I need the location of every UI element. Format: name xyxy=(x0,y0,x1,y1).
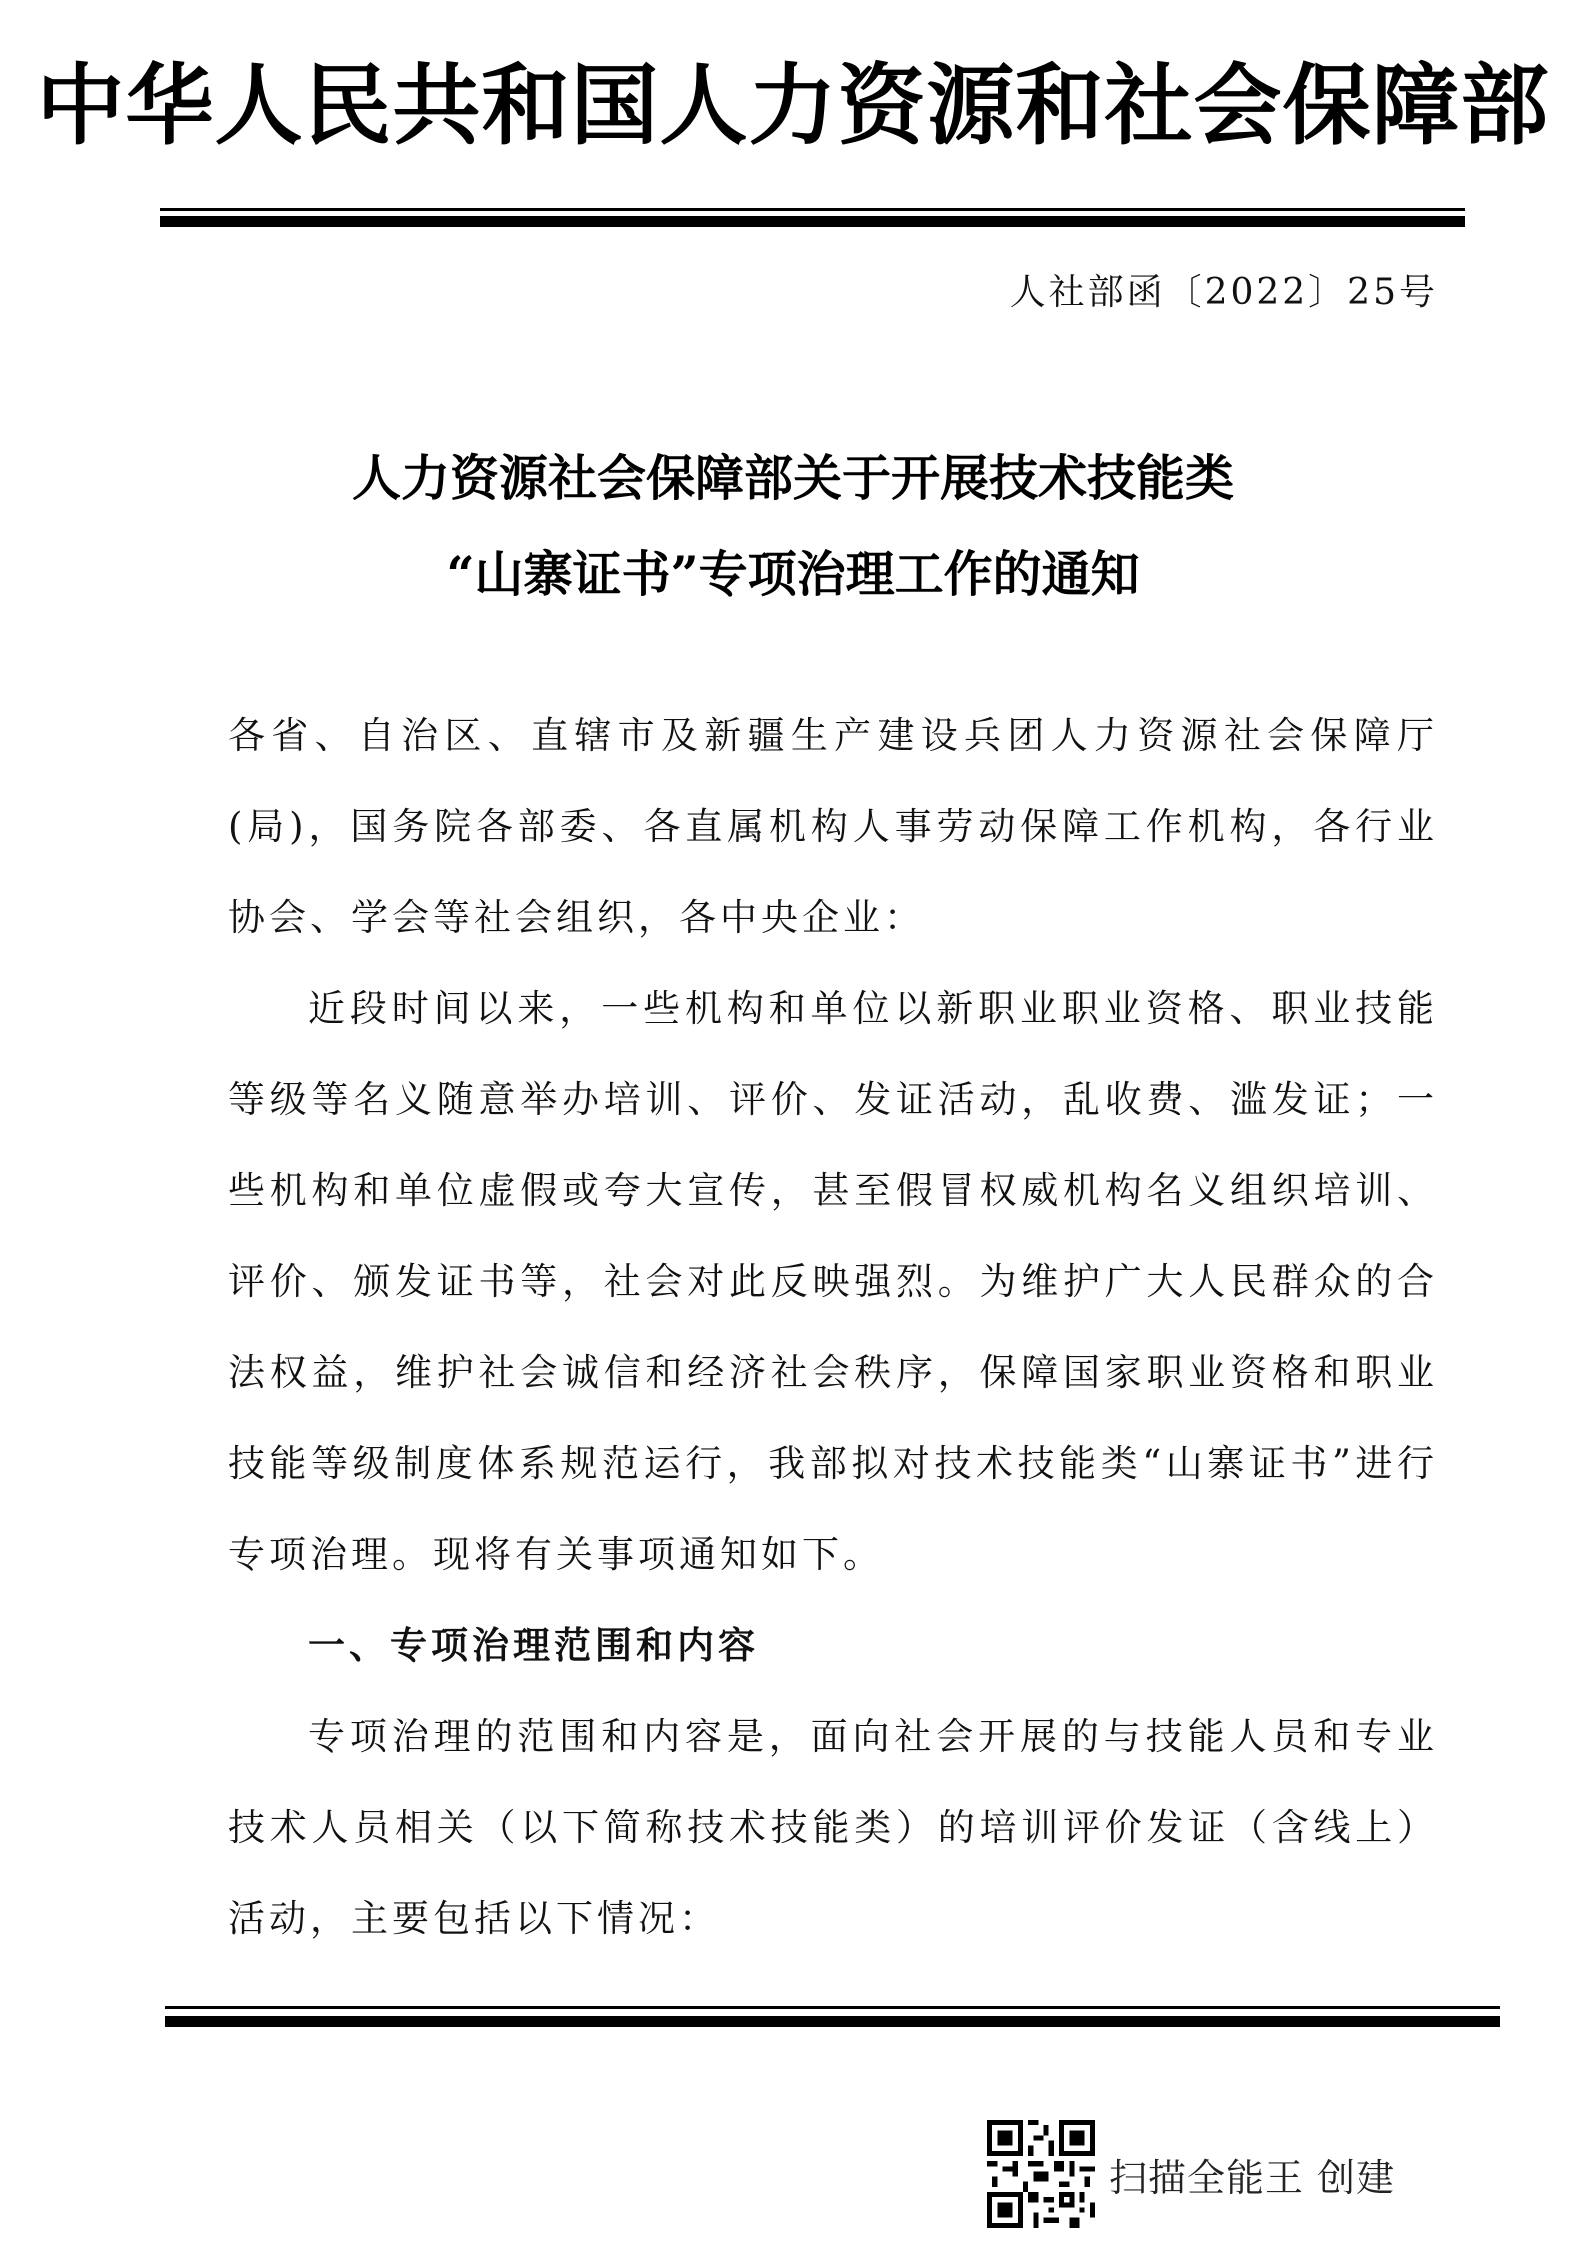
notice-title xyxy=(0,430,1586,622)
ministry-header: 中华人民共和国人力资源和社会保障部 xyxy=(36,54,1550,157)
header-rule-thin xyxy=(160,208,1465,211)
notice-body xyxy=(228,690,1438,1964)
footer-rule-thin xyxy=(165,2006,1500,2009)
qr-code-icon xyxy=(987,2120,1095,2228)
footer-rule-thick xyxy=(165,2016,1500,2027)
body-paragraph-2: 专项治理的范围和内容是，面向社会开展的与技能人员和专业技术人员相关（以下简称技术技能类）的培训评价发证（含线上）活动，主要包括以下情况： xyxy=(228,1715,1438,1940)
notice-title-line-1: 人力资源社会保障部关于开展技术技能类 xyxy=(351,449,1234,507)
scanner-watermark xyxy=(987,2120,1395,2228)
header-rule-thick xyxy=(160,216,1465,227)
document-number: 人社部函〔2022〕25号 xyxy=(1009,272,1438,313)
section-heading-1: 一、专项治理范围和内容 xyxy=(308,1624,759,1667)
notice-title-line-2: “山寨证书”专项治理工作的通知 xyxy=(446,545,1140,603)
salutation: 各省、自治区、直辖市及新疆生产建设兵团人力资源社会保障厅(局)，国务院各部委、各直属机构人事劳动保障工作机构，各行业协会、学会等社会组织，各中央企业： xyxy=(228,714,1438,939)
body-paragraph-1: 近段时间以来，一些机构和单位以新职业职业资格、职业技能等级等名义随意举办培训、评价、发证活动，乱收费、滥发证；一些机构和单位虚假或夸大宣传，甚至假冒权威机构名义组织培训、评价、颁发证书等，社会对此反映强烈。为维护广大人民群众的合法权益，维护社会诚信和经济社会秩序，保障国家职业资格和职业技能等级制度体系规范运行，我部拟对技术技能类“山寨证书”进行专项治理。现将有关事项通知如下。 xyxy=(228,987,1438,1576)
scanner-label: 扫描全能王 创建 xyxy=(1109,2155,1396,2200)
